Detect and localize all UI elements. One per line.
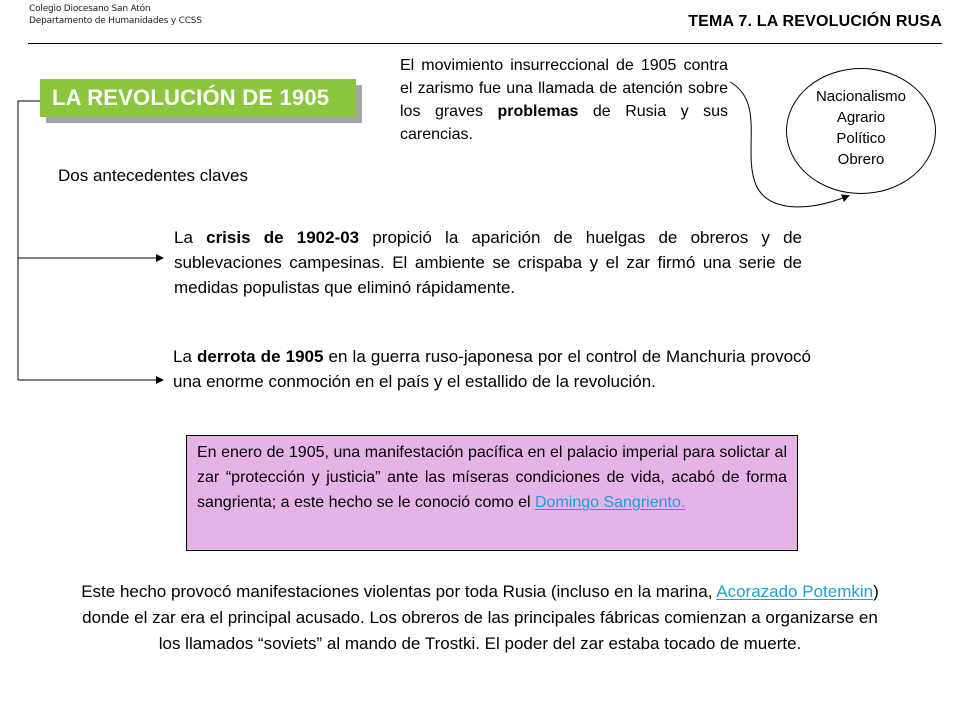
potemkin-link[interactable]: Acorazado Potemkin <box>716 582 874 601</box>
bracket-line <box>18 101 40 380</box>
intro-text-before: El movimiento insurreccional de 1905 contra el zarismo fue una llamada de atención sobre los graves <box>400 57 728 120</box>
problem-item: Obrero <box>837 151 885 168</box>
problem-item: Político <box>836 130 886 147</box>
bloody-sunday-link[interactable]: Domingo Sangriento. <box>534 494 686 511</box>
intro-paragraph <box>400 54 728 146</box>
school-line-1: Colegio Diocesano San Atón <box>29 4 151 14</box>
problems-list <box>786 86 936 170</box>
consequences-part-1: Este hecho provocó manifestaciones violentas por toda Rusia (incluso en la marina, <box>81 582 717 601</box>
derrota-rest: en la guerra ruso-japonesa por el control de Manchuria provocó una enorme conmoción en el país y el estallido de la revolución. <box>173 347 811 391</box>
school-line-2: Departamento de Humanidades y CCSS <box>29 16 202 26</box>
derrota-bold: derrota de 1905 <box>197 347 324 366</box>
topic-title: TEMA 7. LA REVOLUCIÓN RUSA <box>688 13 942 30</box>
bloody-sunday-box <box>186 435 798 551</box>
consequences-part-2: ) donde el zar era el principal acusado. Los obreros de las principales fábricas comienzan a organizarse en los llamados “soviets” al mando de Trostki. El poder del zar estaba tocado de muerte. <box>82 582 879 653</box>
derrota-prefix: La <box>173 347 198 366</box>
problem-item: Nacionalismo <box>815 88 907 105</box>
intro-bold: problemas <box>497 103 579 120</box>
crisis-rest: propició la aparición de huelgas de obreros y de sublevaciones campesinas. El ambiente se crispaba y el zar firmó una serie de medidas populistas que eliminó rápidamente. <box>174 228 802 297</box>
problem-item: Agrario <box>836 109 886 126</box>
crisis-paragraph <box>174 225 802 300</box>
section-title: LA REVOLUCIÓN DE 1905 <box>40 79 356 117</box>
antecedents-heading: Dos antecedentes claves <box>58 166 248 185</box>
crisis-prefix: La <box>174 228 207 247</box>
bloody-sunday-text: En enero de 1905, una manifestación pacífica en el palacio imperial para solictar al zar “protección y justicia” ante las míseras condiciones de vida, acabó de forma sangrienta; a este hecho se le conoció como el <box>197 444 787 511</box>
consequences-paragraph <box>78 579 882 657</box>
intro-text-after: de Rusia y sus carencias. <box>400 103 728 143</box>
derrota-paragraph <box>173 344 811 394</box>
crisis-bold: crisis de 1902-03 <box>206 228 360 247</box>
